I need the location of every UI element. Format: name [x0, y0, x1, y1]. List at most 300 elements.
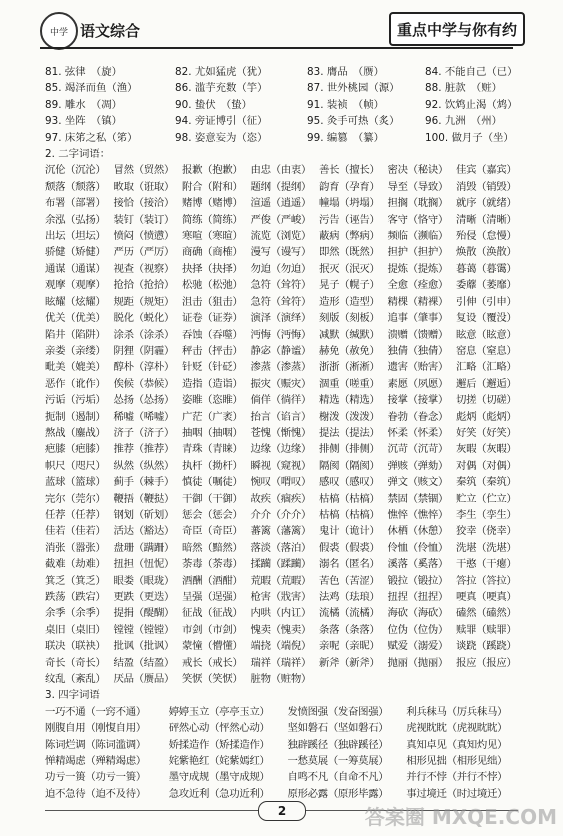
- two-char-item: 扭担（忸怩）: [113, 558, 175, 571]
- section-four-char-words: [45, 704, 525, 802]
- four-char-item: 迫不急待（迫不及待）: [45, 787, 146, 800]
- two-char-item: 商确（商榷）: [182, 246, 243, 259]
- word-row: [45, 294, 525, 310]
- two-char-item: 酒酬（酒酣）: [182, 574, 243, 587]
- word-row: [45, 737, 525, 753]
- two-char-item: 干憨（干瘪）: [456, 558, 517, 571]
- two-char-item: 榭泼（泼泼）: [319, 410, 380, 423]
- two-char-item: 漫写（谩写）: [250, 246, 312, 259]
- four-char-item: 利兵秣马（厉兵秣马）: [406, 705, 508, 718]
- two-char-item: 跌荡（跌宕）: [45, 591, 106, 603]
- two-char-item: 赫免（赦免）: [319, 344, 380, 357]
- two-char-item: 附合（附和）: [182, 180, 243, 193]
- two-char-item: 醇朴（淳朴）: [113, 361, 175, 374]
- two-char-item: 扭捏（扭捏）: [387, 591, 449, 603]
- two-char-item: 沉苛（沉苛）: [387, 443, 449, 456]
- correction-item: 87. 世外桃园（源）: [307, 82, 400, 95]
- two-char-item: 素愿（夙愿）: [387, 377, 449, 390]
- two-char-item: 呈强（逞强）: [182, 591, 243, 603]
- two-char-item: 赌博（赌博）: [182, 197, 243, 210]
- page-number: 2: [258, 801, 306, 821]
- two-char-item: 纹乱（紊乱）: [45, 673, 106, 686]
- four-char-item: 惮精竭虑（殚精竭虑）: [45, 755, 146, 768]
- two-char-item: 秦筑（秦筑）: [456, 476, 517, 489]
- two-char-item: 松驰（松弛）: [182, 279, 243, 292]
- two-char-item: 装钉（装订）: [113, 213, 175, 226]
- brand-banner: 重点中学与你有约: [389, 12, 525, 46]
- two-char-item: 沉伦（沉沦）: [45, 164, 106, 177]
- two-char-item: 内哄（内讧）: [250, 607, 312, 620]
- two-char-item: 苦色（苦涩）: [319, 574, 380, 587]
- two-char-item: 证卷（证券）: [182, 312, 243, 325]
- word-row: [45, 671, 525, 687]
- two-char-item: 恶作（讹作）: [45, 377, 106, 390]
- two-char-item: 余季（余季）: [45, 607, 106, 620]
- two-char-item: 戒长（戒长）: [182, 656, 243, 669]
- two-char-item: 俟候（恭候）: [113, 377, 175, 390]
- two-char-item: 消张（嚣张）: [45, 541, 106, 554]
- four-char-item: 虎视眈眈（虎视眈眈）: [406, 722, 508, 735]
- two-char-item: 假裘（假裘）: [319, 541, 380, 554]
- word-row: [45, 277, 525, 293]
- four-char-item: 坚如磐石（坚如磐石）: [287, 722, 389, 735]
- two-char-item: 桌旧（桌旧）: [45, 623, 106, 636]
- two-char-item: 位伪（位伪）: [387, 623, 449, 636]
- two-char-item: 磕然（磕然）: [456, 607, 517, 620]
- two-char-item: 殆侵（怠慢）: [456, 230, 517, 243]
- two-char-item: 提捐（醍醐）: [113, 607, 175, 620]
- word-row: [45, 162, 525, 178]
- two-char-item: 稀嘘（唏嘘）: [113, 410, 175, 423]
- two-char-item: 精棵（精裸）: [387, 295, 449, 308]
- word-row: [45, 376, 525, 392]
- four-char-item: 并行不悖（并行不悖）: [406, 771, 508, 784]
- two-char-item: 联决（联袂）: [45, 640, 106, 653]
- correction-item: 85. 竭泽而鱼（渔）: [45, 82, 138, 95]
- two-char-item: 减默（缄默）: [319, 328, 380, 341]
- section-two-char-title: 2. 二字词语：: [45, 148, 111, 161]
- two-char-item: 清晰（清晰）: [456, 213, 517, 226]
- two-char-item: 介介（介介）: [250, 508, 312, 521]
- two-char-item: 追事（肇事）: [387, 312, 449, 325]
- correction-item: 94. 旁证博引（征）: [175, 115, 268, 128]
- two-char-item: 沔悔（沔悔）: [250, 328, 312, 341]
- two-char-item: 蒙憧（懵懂）: [182, 640, 243, 653]
- four-char-item: 墨守成规（墨守成规）: [168, 771, 270, 784]
- two-char-item: 脏物（赃物）: [250, 673, 312, 686]
- two-char-item: 荼毒（荼毒）: [182, 558, 243, 571]
- word-row: [45, 769, 525, 785]
- two-char-item: 韵育（孕育）: [319, 180, 380, 193]
- word-row: [45, 97, 525, 113]
- two-char-item: 接掌（接掌）: [387, 394, 449, 407]
- four-char-item: 功亏一篑（功亏一篑）: [45, 771, 146, 784]
- two-char-item: 污诟（污垢）: [45, 394, 106, 407]
- two-char-item: 端挠（端倪）: [250, 640, 312, 653]
- two-char-item: 客守（恪守）: [387, 213, 449, 226]
- two-char-item: 瞬视（窥视）: [250, 459, 312, 472]
- two-char-item: 洗堪（洗堪）: [456, 541, 517, 554]
- subject-title: 语文综合: [80, 22, 141, 40]
- four-char-item: 真知卓见（真知灼见）: [406, 738, 508, 751]
- two-char-item: 布署（部署）: [45, 197, 106, 210]
- two-char-item: 流览（浏览）: [250, 230, 312, 243]
- two-char-item: 纵然（纵然）: [113, 459, 175, 472]
- two-char-item: 姿睢（恣睢）: [182, 394, 243, 407]
- two-char-item: 哽真（哽真）: [456, 591, 517, 603]
- two-char-item: 严俊（严峻）: [250, 213, 312, 226]
- four-char-item: 独辟蹊径（独辟蹊径）: [287, 738, 389, 751]
- two-char-item: 遗害（贻害）: [387, 361, 449, 374]
- two-char-item: 枯槁（枯槁）: [319, 492, 380, 505]
- two-char-item: 截难（劫难）: [45, 558, 106, 571]
- two-char-item: 青珠（青睐）: [182, 443, 243, 456]
- two-char-item: 对偶（对偶）: [456, 459, 517, 472]
- two-char-item: 脱化（蜕化）: [113, 312, 175, 325]
- two-char-item: 骄健（矫健）: [45, 246, 106, 259]
- school-logo-icon: 中学: [40, 12, 78, 50]
- two-char-item: 隔阂（隔阂）: [319, 459, 380, 472]
- two-char-item: 抬言（谄言）: [250, 410, 312, 423]
- two-char-item: 演泽（演绎）: [250, 312, 312, 325]
- word-row: [45, 441, 525, 457]
- correction-item: 98. 姿意妄为（恣）: [175, 131, 268, 144]
- two-char-item: 佳若（佳若）: [45, 525, 106, 538]
- two-char-item: 休栖（休憩）: [387, 525, 449, 538]
- two-char-item: 条落（条落）: [319, 623, 380, 636]
- two-char-item: 委蘼（萎靡）: [456, 279, 517, 292]
- two-char-item: 惩会（惩会）: [182, 508, 243, 521]
- two-char-item: 鬼计（诡计）: [319, 525, 380, 538]
- word-row: [45, 589, 525, 605]
- two-char-item: 排侧（排侧）: [319, 443, 380, 456]
- two-char-item: 怀柔（怀柔）: [387, 426, 449, 439]
- four-char-item: 刚腹自用（刚愎自用）: [45, 722, 146, 735]
- two-char-item: 渗蒸（渗蒸）: [250, 361, 312, 374]
- two-char-item: 谈跷（蹊跷）: [456, 640, 517, 653]
- two-char-item: 提炼（提炼）: [387, 262, 449, 275]
- word-row: [45, 605, 525, 621]
- two-char-item: 渲遥（逍遥）: [250, 197, 312, 210]
- two-char-item: 抛丽（抛丽）: [387, 656, 449, 669]
- two-char-item: 愧卖（愧卖）: [250, 623, 312, 636]
- two-char-item: 规距（规矩）: [113, 295, 175, 308]
- two-char-item: [456, 671, 525, 687]
- correction-item: 92. 饮鸩止渴（鸩）: [425, 98, 518, 111]
- word-row: [45, 261, 525, 277]
- correction-item: 93. 坐阵 （镇）: [45, 115, 122, 128]
- two-char-item: 征战（征战）: [182, 607, 243, 620]
- two-char-item: 更跌（更迭）: [113, 591, 175, 603]
- two-char-item: [319, 671, 388, 687]
- two-char-item: 接恰（接洽）: [113, 197, 175, 210]
- two-char-item: 蓟手（棘手）: [113, 476, 175, 489]
- two-char-item: 溃赠（馈赠）: [387, 328, 449, 341]
- two-char-item: 冒然（贸然）: [113, 164, 175, 177]
- four-char-item: 事过境迁（时过境迁）: [406, 787, 508, 800]
- word-row: [45, 540, 525, 556]
- two-char-item: 笑恹（笑恹）: [182, 673, 243, 686]
- two-char-item: 禁固（禁锢）: [387, 492, 449, 505]
- two-char-item: 灰暇（灰暇）: [456, 443, 517, 456]
- two-char-item: 抉择（抉择）: [182, 262, 243, 275]
- two-char-item: 答拉（答拉）: [456, 574, 517, 587]
- two-char-item: 奇臣（奇臣）: [182, 525, 243, 538]
- two-char-item: 愤闷（愤懑）: [113, 230, 175, 243]
- two-char-item: 汇略（汇略）: [456, 361, 517, 374]
- two-char-item: 贮立（伫立）: [456, 492, 517, 505]
- two-char-item: 任荐（任荐）: [45, 508, 106, 521]
- two-char-item: 好笑（好笑）: [456, 426, 517, 439]
- two-char-item: 苍愧（惭愧）: [250, 426, 312, 439]
- word-row: [45, 343, 525, 359]
- two-char-item: 急符（耸符）: [250, 295, 312, 308]
- two-char-item: 鞭捂（鞭挞）: [113, 492, 175, 505]
- word-row: [45, 556, 525, 572]
- word-row: [45, 655, 525, 671]
- two-char-item: 严历（严厉）: [113, 246, 175, 259]
- two-char-item: 倘佯（徜徉）: [250, 394, 312, 407]
- two-char-item: 盘珊（蹒跚）: [113, 541, 175, 554]
- two-char-item: 法鸡（珐琅）: [319, 591, 380, 603]
- word-row: [45, 507, 525, 523]
- word-row: [45, 458, 525, 474]
- two-char-item: 奇长（奇长）: [45, 656, 106, 669]
- two-char-item: 静宓（静谧）: [250, 344, 312, 357]
- word-row: [45, 720, 525, 736]
- two-char-item: 惋叹（喟叹）: [250, 476, 312, 489]
- two-char-item: 切搓（切磋）: [456, 394, 517, 407]
- two-char-item: 邂后（邂逅）: [456, 377, 517, 390]
- word-row: [45, 212, 525, 228]
- two-char-item: 污告（诬告）: [319, 213, 380, 226]
- two-char-item: 熬战（鏖战）: [45, 426, 106, 439]
- two-char-item: 复设（覆没）: [456, 312, 517, 325]
- two-char-item: 执杆（拗杆）: [182, 459, 243, 472]
- two-char-item: 锻拉（锻拉）: [387, 574, 449, 587]
- word-row: [45, 195, 525, 211]
- two-char-item: 荒暇（荒暇）: [250, 574, 312, 587]
- two-char-item: 阴狸（阴霾）: [113, 344, 175, 357]
- four-char-item: 陈词烂调（陈词滥调）: [45, 738, 146, 751]
- two-char-item: 枯槁（枯槁）: [319, 508, 380, 521]
- two-char-item: 亲娄（亲缕）: [45, 344, 106, 357]
- two-char-item: 新斧（新斧）: [319, 656, 380, 669]
- two-char-item: 振灾（赈灾）: [250, 377, 312, 390]
- word-row: [45, 491, 525, 507]
- two-char-item: 颓落（颓落）: [45, 180, 106, 193]
- two-char-item: 提法（提法）: [319, 426, 380, 439]
- two-char-item: 涂杀（涂杀）: [113, 328, 175, 341]
- two-char-item: 善长（擅长）: [319, 164, 380, 177]
- two-char-item: 密决（秘诀）: [387, 164, 449, 177]
- correction-item: 83. 膺品 （赝）: [307, 66, 384, 78]
- word-row: [45, 753, 525, 769]
- two-char-item: 瑞祥（瑞祥）: [250, 656, 312, 669]
- two-char-item: 刻版（刻板）: [319, 312, 380, 325]
- two-char-item: 秤击（抨击）: [182, 344, 243, 357]
- four-char-item: 急攻近利（急功近利）: [168, 787, 270, 800]
- correction-item: 82. 尤如猛虎（犹）: [175, 66, 268, 78]
- four-char-item: 婷婷玉立（亭亭玉立）: [168, 705, 270, 718]
- two-char-item: 报应（报应）: [456, 656, 517, 669]
- two-char-item: 造形（造型）: [319, 295, 380, 308]
- two-char-item: 弹赅（弹劾）: [387, 459, 449, 472]
- two-char-item: 憔悴（憔悴）: [387, 508, 449, 521]
- word-row: [45, 786, 525, 802]
- two-char-item: 赋爱（溺爱）: [387, 640, 449, 653]
- two-char-item: 弹文（赅文）: [387, 476, 449, 489]
- correction-item: 90. 蛰伏 （蛰）: [175, 98, 252, 111]
- correction-item: 86. 滥芋充数（竽）: [175, 82, 268, 95]
- two-char-item: 就序（就绪）: [456, 197, 517, 210]
- four-char-item: 自鸣不凡（自命不凡）: [287, 771, 389, 784]
- two-char-item: 市剑（市剑）: [182, 623, 243, 636]
- two-char-item: 担护（担护）: [387, 246, 449, 259]
- two-char-item: 边缘（边缘）: [250, 443, 312, 456]
- two-char-item: 幢塌（坍塌）: [319, 197, 380, 210]
- two-char-item: 毗美（媲美）: [45, 361, 106, 374]
- section-two-char-words: [45, 162, 525, 687]
- word-row: [45, 327, 525, 343]
- two-char-item: 落淡（落泊）: [250, 541, 312, 554]
- word-row: [45, 392, 525, 408]
- word-row: [45, 425, 525, 441]
- word-row: [45, 573, 525, 589]
- correction-item: 81. 弦律 （旋）: [45, 66, 122, 78]
- correction-item: 95. 灸手可热（炙）: [307, 115, 400, 128]
- two-char-item: 沮击（狙击）: [182, 295, 243, 308]
- four-char-item: 原形必露（原形毕露）: [287, 787, 389, 800]
- word-row: [45, 409, 525, 425]
- four-char-item: 相形见拙（相形见绌）: [406, 755, 508, 768]
- four-char-item: 娇揉造作（矫揉造作）: [168, 738, 270, 751]
- main-content: [45, 64, 525, 802]
- two-char-item: 蔽病（弊病）: [319, 230, 380, 243]
- two-char-item: 干御（干御）: [182, 492, 243, 505]
- word-row: [45, 359, 525, 375]
- two-char-item: 蕃篱（藩篱）: [250, 525, 312, 538]
- page-header: [0, 0, 563, 60]
- two-char-item: 完尔（莞尔）: [45, 492, 106, 505]
- two-char-item: 揉躏（蹂躏）: [250, 558, 312, 571]
- two-char-item: 畋取（诳取）: [113, 180, 175, 193]
- two-char-item: 报歉（抱歉）: [182, 164, 243, 177]
- two-char-item: 溪落（奚落）: [387, 558, 449, 571]
- two-char-item: 济子（济子）: [113, 426, 175, 439]
- two-char-item: 视查（视察）: [113, 262, 175, 275]
- two-char-item: 蓝球（篮球）: [45, 476, 106, 489]
- two-char-item: 怂扬（怂扬）: [113, 394, 175, 407]
- word-row: [45, 474, 525, 490]
- two-char-item: 针贬（针砭）: [182, 361, 243, 374]
- word-row: [45, 704, 525, 720]
- two-char-item: 窑息（窒息）: [456, 344, 517, 357]
- two-char-item: 厌品（赝品）: [113, 673, 175, 686]
- two-char-item: 慎徒（嘱徒）: [182, 476, 243, 489]
- four-char-item: 发愤图强（发奋图强）: [287, 705, 389, 718]
- two-char-item: 简练（简练）: [182, 213, 243, 226]
- two-char-item: 消毁（销毁）: [456, 180, 517, 193]
- two-char-item: 扼制（遏制）: [45, 410, 106, 423]
- two-char-item: 活达（豁达）: [113, 525, 175, 538]
- two-char-item: 陷井（陷阱）: [45, 328, 106, 341]
- two-char-item: 佳宾（嘉宾）: [456, 164, 517, 177]
- two-char-item: 晃子（幌子）: [319, 279, 380, 292]
- two-char-item: 引伸（引申）: [456, 295, 517, 308]
- two-char-item: 批讽（批讽）: [113, 640, 175, 653]
- two-char-item: 流橘（流橘）: [319, 607, 380, 620]
- word-row: [45, 523, 525, 539]
- two-char-item: 推荐（推荐）: [113, 443, 175, 456]
- two-char-item: 寒喧（寒暄）: [182, 230, 243, 243]
- two-char-item: 导至（导致）: [387, 180, 449, 193]
- two-char-item: 眩意（眩意）: [456, 328, 517, 341]
- two-char-item: 暗然（黯然）: [182, 541, 243, 554]
- two-char-item: [388, 671, 457, 687]
- two-char-item: 眼娄（眼珑）: [113, 574, 175, 587]
- word-row: [45, 310, 525, 326]
- section-numbered-words: [45, 64, 525, 146]
- two-char-item: 溺名（匿名）: [319, 558, 380, 571]
- two-char-item: 彪炳（彪炳）: [456, 410, 517, 423]
- two-char-item: 眷勃（眷念）: [387, 410, 449, 423]
- two-char-item: 广茫（广袤）: [182, 410, 243, 423]
- two-char-item: 暮蔼（暮霭）: [456, 262, 517, 275]
- correction-item: 91. 装祯 （帧）: [307, 98, 384, 111]
- two-char-item: 狡幸（侥幸）: [456, 525, 517, 538]
- four-char-item: 一巧不通（一窍不通）: [45, 705, 146, 718]
- two-char-item: 抢拾（抢拾）: [113, 279, 175, 292]
- two-char-item: 急符（耸符）: [250, 279, 312, 292]
- header-divider: [40, 47, 513, 49]
- two-char-item: 勿迫（勿迫）: [250, 262, 312, 275]
- two-char-item: 余泓（弘扬）: [45, 213, 106, 226]
- two-char-item: 抿灭（泯灭）: [319, 262, 380, 275]
- two-char-item: 钢划（斫划）: [113, 508, 175, 521]
- word-row: [45, 80, 525, 96]
- four-char-item: 一愁莫展（一筹莫展）: [287, 755, 389, 768]
- two-char-item: 全愈（痊愈）: [387, 279, 449, 292]
- word-row: [45, 622, 525, 638]
- two-char-item: 通谋（通谋）: [45, 262, 106, 275]
- correction-item: 88. 脏款 （赃）: [425, 82, 502, 95]
- two-char-item: 亲呢（亲昵）: [319, 640, 380, 653]
- correction-item: 97. 床笫之私（笫）: [45, 131, 138, 144]
- two-char-item: 独倩（独倩）: [387, 344, 449, 357]
- two-char-item: 镗镗（镗镗）: [113, 623, 175, 636]
- two-char-item: 眩耀（炫耀）: [45, 295, 106, 308]
- correction-item: 100. 做月子（坐）: [425, 131, 514, 144]
- two-char-item: 帜尺（咫尺）: [45, 459, 106, 472]
- two-char-item: 结盈（结盈）: [113, 656, 175, 669]
- two-char-item: 感叹（感叹）: [319, 476, 380, 489]
- two-char-item: 担搁（耽搁）: [387, 197, 449, 210]
- four-char-item: 姹紫艳红（姹紫嫣红）: [168, 755, 270, 768]
- two-char-item: 李生（孪生）: [456, 508, 517, 521]
- word-row: [45, 638, 525, 654]
- two-char-item: 赎罪（赎罪）: [456, 623, 517, 636]
- two-char-item: 疤膝（疤膝）: [45, 443, 106, 456]
- two-char-item: 优关（优美）: [45, 312, 106, 325]
- correction-item: 89. 雕水 （凋）: [45, 98, 122, 111]
- two-char-item: 涸重（嗟重）: [319, 377, 380, 390]
- two-char-item: 吞蚀（吞噬）: [182, 328, 243, 341]
- word-row: [45, 64, 525, 80]
- two-char-item: 浙浙（淅淅）: [319, 361, 380, 374]
- two-char-item: 箕乏（箕乏）: [45, 574, 106, 587]
- word-row: [45, 228, 525, 244]
